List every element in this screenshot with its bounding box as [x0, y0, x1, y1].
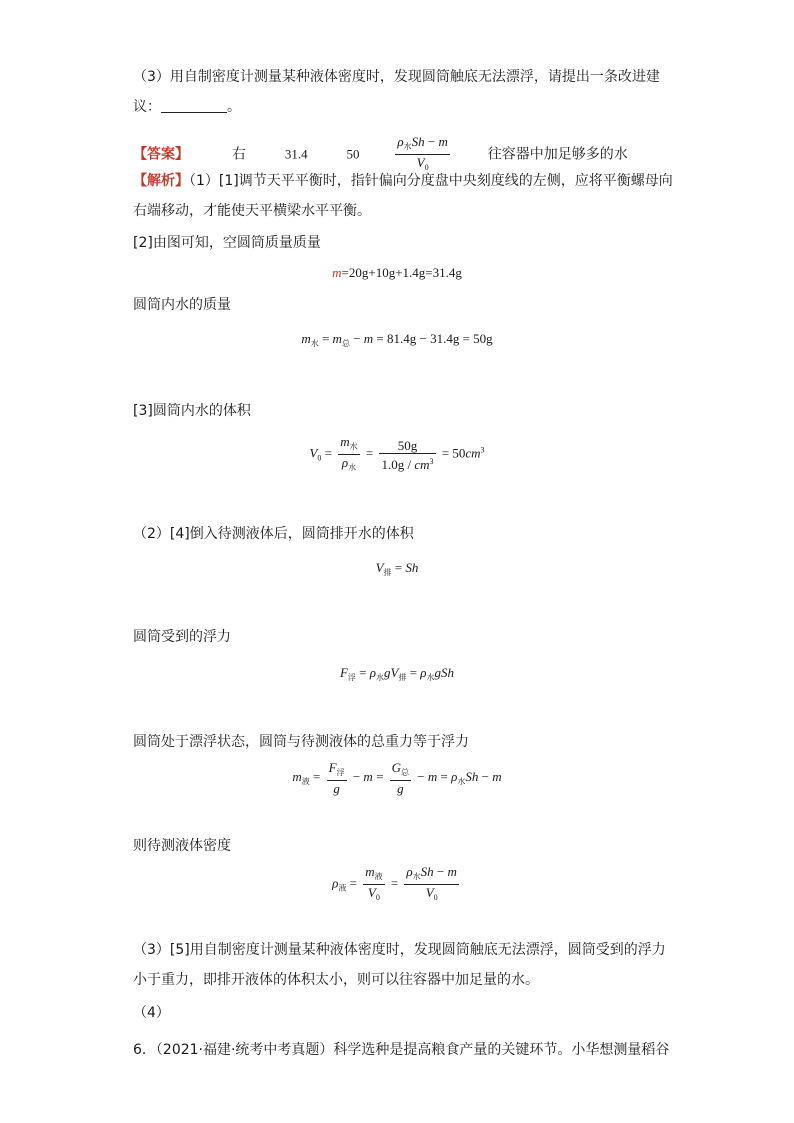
equation-liquid-density: $\rho_液$ = $\frac{m_液}{V_0}$ = $\frac{\rho_水Sh - m}{V_0}$ — [0, 864, 794, 904]
analysis-floating-label: 圆筒处于漂浮状态，圆筒与待测液体的总重力等于浮力 — [133, 734, 469, 750]
equation-water-volume: $V_0$ = $\frac{m_水}{\rho_水}$ = $\frac{50g}{1.0g / cm^3}$ = $50cm^3$ — [0, 434, 794, 474]
analysis-step-3: [3]圆筒内水的体积 — [133, 403, 251, 419]
answer-1: 右 — [231, 146, 246, 163]
answer-line — [133, 134, 628, 175]
answer-label: 【答案】 — [133, 146, 189, 163]
equation-water-mass: $m_水 = m_总 - m = 81.4g - 31.4g = 50g$ — [301, 331, 493, 348]
equation-buoyancy: $F_浮 = \rho_水gV_排 = \rho_水gSh$ — [339, 665, 455, 682]
analysis-buoyancy-label: 圆筒受到的浮力 — [133, 629, 231, 645]
equation-liquid-mass: $m_液$ = $\frac{F_浮}{g}$ − m = $\frac{G_总}{g}$ − $m = \rho_水Sh - m$ — [292, 760, 502, 796]
answer-2: 31.4 — [284, 146, 308, 162]
analysis-step-5-line-1: （3）[5]用自制密度计测量某种液体密度时，发现圆筒触底无法漂浮，圆筒受到的浮力 — [133, 942, 666, 958]
next-question-text: 6．（2021·福建·统考中考真题）科学选种是提高粮食产量的关键环节。小华想测量稻谷 — [133, 1042, 670, 1058]
equation-empty-mass: m=20g+10g+1.4g=31.4g — [332, 265, 462, 280]
analysis-step-water-mass: 圆筒内水的质量 — [133, 297, 231, 313]
analysis-label: 【解析】 — [133, 173, 189, 189]
answer-4-formula: $\frac{\rho_水Sh - m}{V_0}$ — [395, 134, 449, 175]
analysis-line-2: 右端移动，才能使天平横梁水平平衡。 — [133, 203, 371, 219]
question-3-line-1: （3）用自制密度计测量某种液体密度时，发现圆筒触底无法漂浮，请提出一条改进建 — [133, 69, 660, 85]
analysis-step-2: [2]由图可知，空圆筒质量质量 — [133, 235, 321, 251]
analysis-step-5-line-2: 小于重力，即排开液体的体积太小，则可以往容器中加足量的水。 — [133, 972, 539, 988]
question-3-line-2: 议： 。 — [133, 99, 241, 115]
analysis-line-1: 【解析】（1）[1]调节天平平衡时，指针偏向分度盘中央刻度线的左侧，应将平衡螺母向 — [133, 173, 673, 189]
analysis-density-label: 则待测液体密度 — [133, 838, 231, 854]
answer-3: 50 — [346, 146, 360, 162]
analysis-step-6: （4） — [133, 1005, 170, 1021]
analysis-step-4: （2）[4]倒入待测液体后，圆筒排开水的体积 — [133, 526, 414, 542]
answer-blank — [161, 98, 227, 113]
answer-5: 往容器中加足够多的水 — [487, 146, 628, 163]
equation-displaced-volume: $V_排 = Sh$ — [375, 560, 419, 577]
